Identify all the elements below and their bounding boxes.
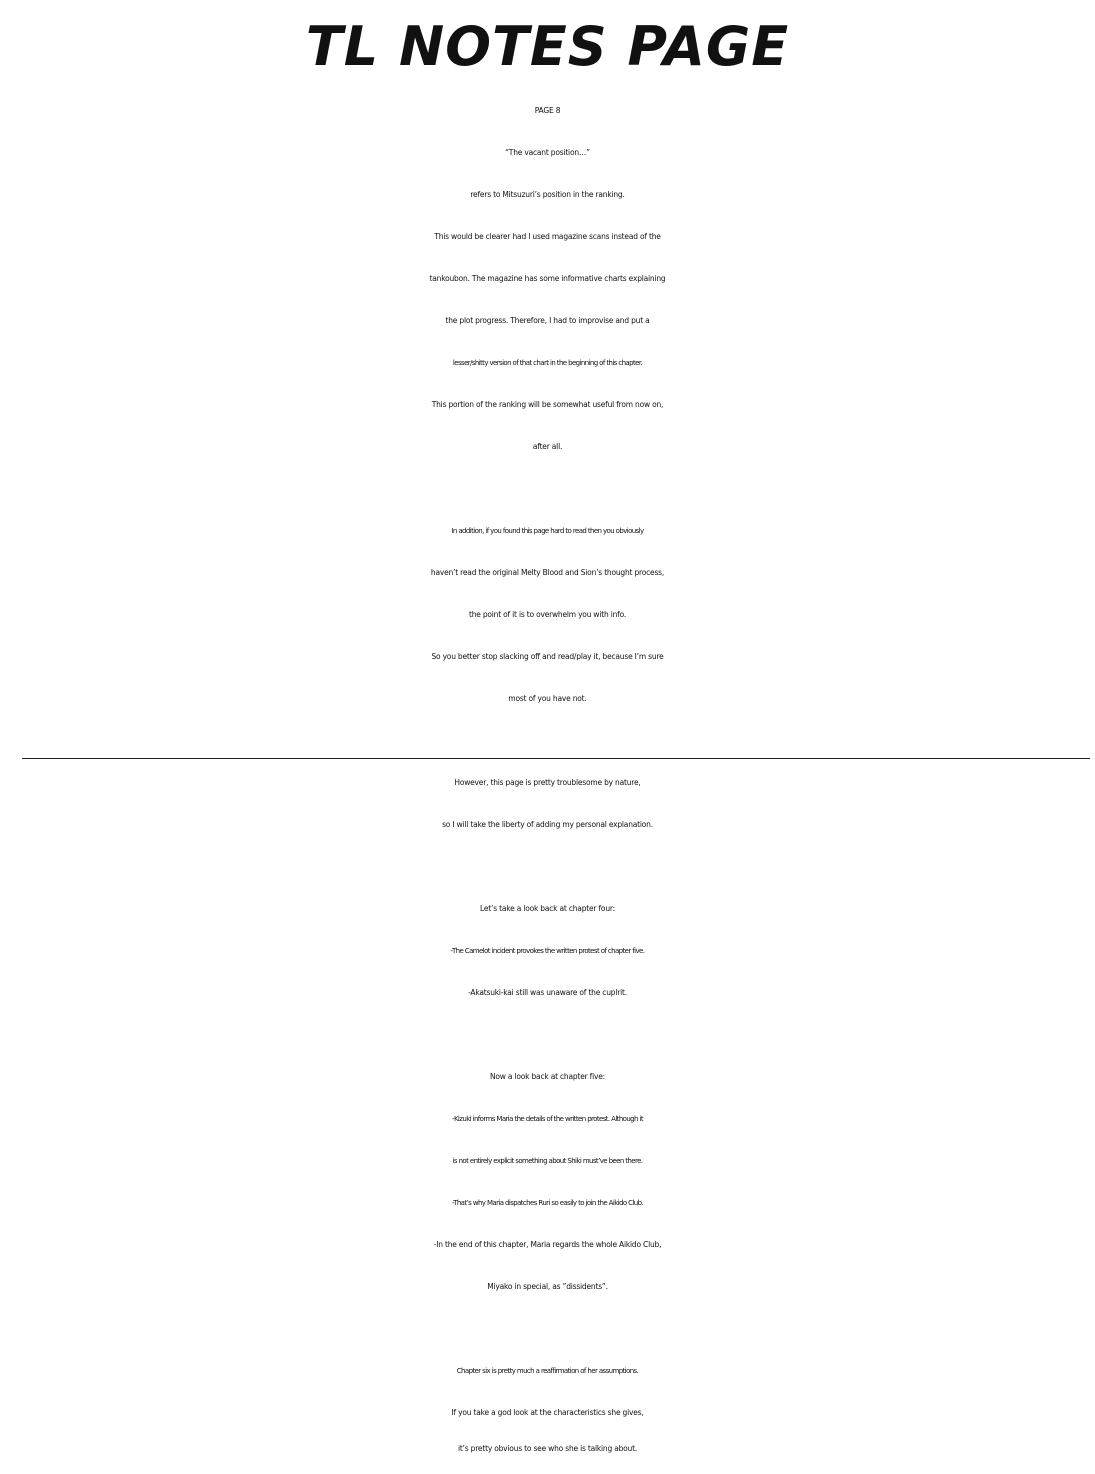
- note-line: it’s pretty obvious to see who she is talking about.: [457, 1444, 638, 1453]
- note-line: If you take a god look at the characteristics she gives,: [451, 1408, 644, 1417]
- note-line: This would be clearer had I used magazine scans instead of the: [434, 232, 661, 241]
- page-title: TL NOTES PAGE: [305, 15, 790, 78]
- note-line: tankoubon. The magazine has some informative charts explaining: [429, 274, 666, 283]
- note-line: Now a look back at chapter five:: [490, 1072, 605, 1081]
- note-line: haven’t read the original Melty Blood and Sion’s thought process,: [430, 568, 665, 577]
- note-line: refers to Mitsuzuri’s position in the ranking.: [470, 190, 625, 199]
- note-line: Chapter six is pretty much a reaffirmation of her assumptions.: [456, 1367, 639, 1375]
- note-line: -The Camelot incident provokes the written protest of chapter five.: [450, 947, 645, 955]
- note-line: Miyako in special, as ”dissidents”.: [487, 1282, 608, 1291]
- quote-line: “The vacant position…”: [505, 148, 590, 157]
- note-line: lesser/shitty version of that chart in the beginning of this chapter.: [452, 359, 643, 367]
- note-line: In addition, if you found this page hard to read then you obviously: [451, 527, 644, 535]
- note-line: so I will take the liberty of adding my personal explanation.: [442, 820, 653, 829]
- note-line: -In the end of this chapter, Maria regards the whole Aikido Club,: [433, 1240, 662, 1249]
- note-line: the point of it is to overwhelm you with info.: [468, 610, 627, 619]
- note-line: So you better stop slacking off and read/play it, because I’m sure: [431, 652, 664, 661]
- note-line: However, this page is pretty troublesome by nature,: [454, 778, 641, 787]
- divider-rule: [22, 758, 1090, 759]
- note-line: Let’s take a look back at chapter four:: [480, 904, 615, 913]
- note-line: after all.: [532, 442, 563, 451]
- note-line: the plot progress. Therefore, I had to improvise and put a: [445, 316, 650, 325]
- note-line: most of you have not.: [508, 694, 587, 703]
- note-line: is not entirely explicit something about Shiki must’ve been there.: [452, 1157, 643, 1165]
- note-line: -Kizuki informs Maria the details of the written protest. Although it: [452, 1115, 643, 1123]
- note-line: -Akatsuki-kai still was unaware of the cuplrit.: [468, 988, 627, 997]
- note-line: This portion of the ranking will be somewhat useful from now on,: [431, 400, 664, 409]
- page-label: PAGE 8: [534, 106, 561, 115]
- note-line: -That’s why Maria dispatches Ruri so easily to join the Aikido Club.: [451, 1199, 644, 1207]
